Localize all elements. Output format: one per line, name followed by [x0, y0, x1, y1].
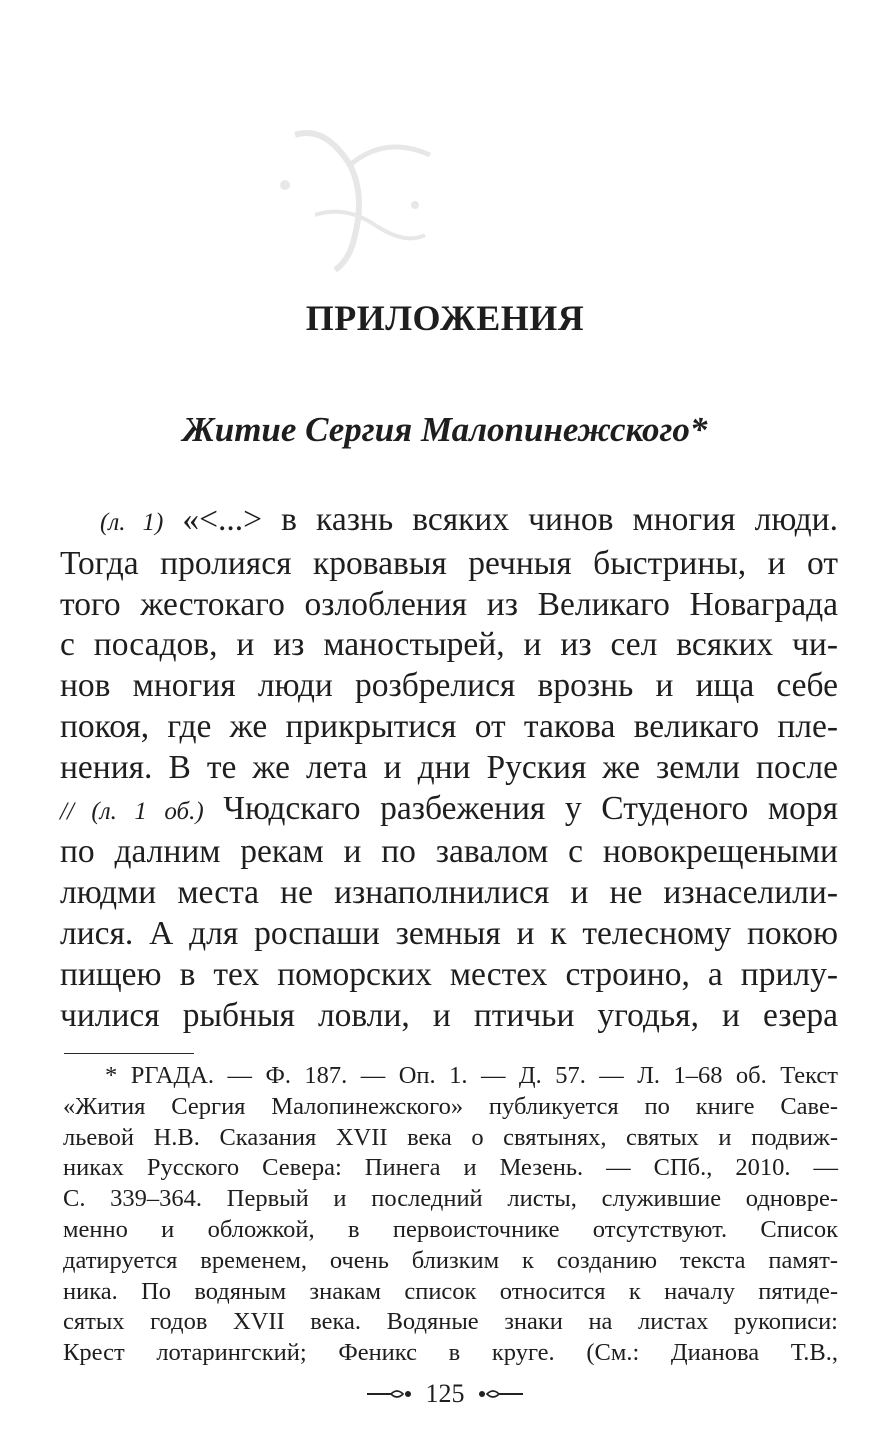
section-title: ПРИЛОЖЕНИЯ [305, 298, 585, 338]
footnote-line: льевой Н.В. Сказания XVII века о святынях, святых и подвиж- [63, 1123, 838, 1151]
body-line: Тогда пролияся кровавыя речныя быстрины, и от [60, 544, 838, 582]
footnote-line: Крест лотарингский; Феникс в круге. (См.: Дианова Т.В., [63, 1339, 838, 1367]
body-line: пищею в тех поморских местех строино, а прилу- [60, 955, 838, 993]
body-line: // (л. 1 об.) Чюдскаго разбежения у Студеного моря [60, 789, 838, 827]
body-line: нов многия люди розбрелися врознь и ища себе [60, 667, 838, 705]
footnote-line: менно и обложкой, в первоисточнике отсутствуют. Список [63, 1215, 838, 1243]
body-line: того жестокаго озлобления из Великаго Новаграда [60, 585, 838, 623]
footnote-line: сятых годов XVII века. Водяные знаки на листах рукописи: [63, 1308, 838, 1336]
body-line: чилися рыбныя ловли, и птичьи угодья, и езера [60, 996, 838, 1034]
body-line: (л. 1) «<...> в казнь всяких чинов многия люди. [100, 501, 838, 538]
footnote-line: ника. По водяным знакам список относится к началу пятиде- [63, 1277, 838, 1305]
body-line: по далним рекам и по завалом с новокрещеными [60, 833, 838, 871]
body-line: покоя, где же прикрытися от такова великаго пле- [60, 707, 838, 745]
left-ornament-icon [365, 1388, 413, 1400]
right-ornament-icon [477, 1388, 525, 1400]
leaf-reference: // (л. 1 об.) [60, 797, 204, 825]
body-line: с посадов, и из маностырей, и из сел всяких чи- [60, 626, 838, 664]
footnote-line: «Жития Сергия Малопинежского» публикуется по книге Саве- [63, 1092, 838, 1120]
footnote-line: С. 339–364. Первый и последний листы, служившие одновре- [63, 1185, 838, 1213]
footnote-line: * РГАДА. — Ф. 187. — Оп. 1. — Д. 57. — Л. 1–68 об. Текст [105, 1062, 838, 1089]
body-text [60, 500, 838, 1036]
body-line: людми места не изнаполнилися и не изнаселили- [60, 874, 838, 912]
footnote-line: датируется временем, очень близким к созданию текста памят- [63, 1246, 838, 1274]
faded-ornament-icon [255, 95, 455, 275]
page-number: 125 [425, 1379, 465, 1409]
footnote-line: никах Русского Севера: Пинега и Мезень. — СПб., 2010. — [63, 1154, 838, 1182]
body-line: лися. А для роспаши земныя и к телесному покою [60, 914, 838, 952]
leaf-reference: (л. 1) [100, 509, 164, 536]
body-line: нения. В те же лета и дни Руския же земли после [60, 748, 838, 786]
document-title: Житие Сергия Малопинежского* [182, 410, 708, 449]
footnote [63, 1061, 838, 1369]
page-number-footer [0, 1377, 890, 1409]
footnote-divider [64, 1053, 194, 1054]
